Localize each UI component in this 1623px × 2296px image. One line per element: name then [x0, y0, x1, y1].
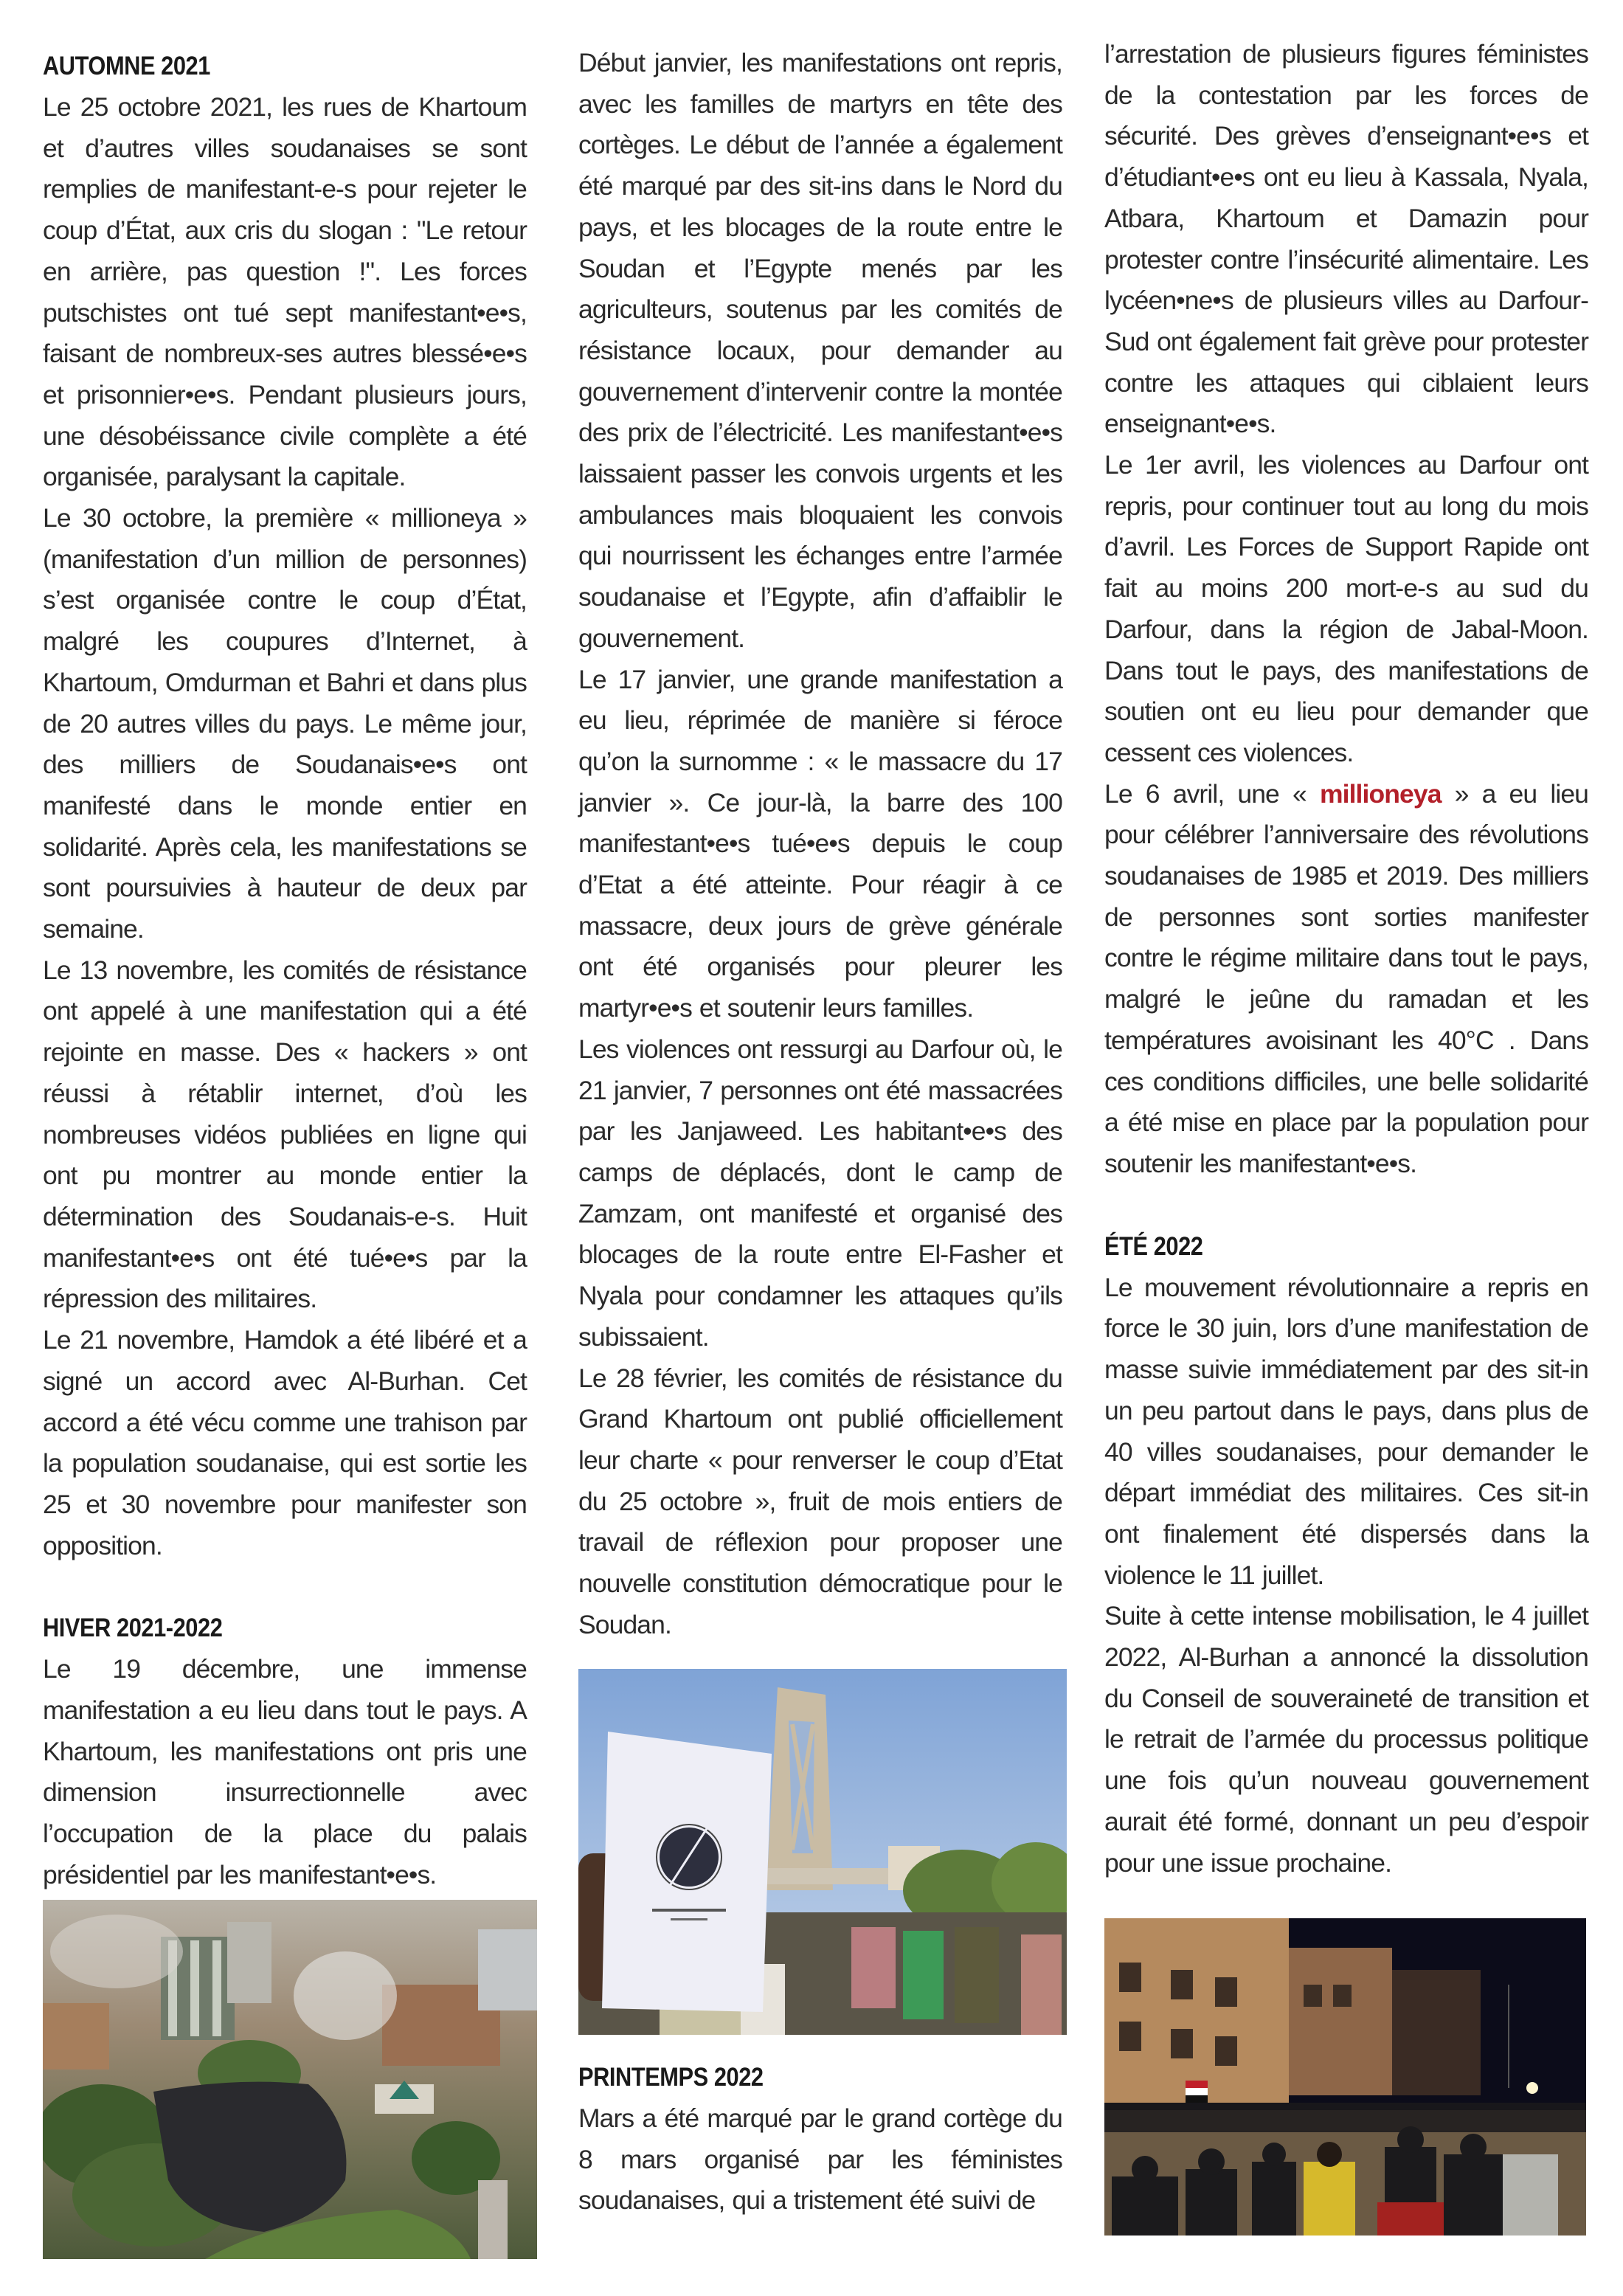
paragraph: Les violences ont ressurgi au Darfour où, le 21 janvier, 7 personnes ont été massacrées par les Janjaweed. Les habitant•e•s des camps de déplacés, dont le camp de Zamzam, ont manifesté et organisé des blocages de la route entre El-Fasher et Nyala pour condamner les attaques qu’ils subissaient.	[578, 1034, 1062, 1352]
paragraph: Le 28 février, les comités de résistance du Grand Khartoum ont publié officiellement leur charte « pour renverser le coup d’Etat du 25 octobre », fruit de mois entiers de travail de réflexion pour proposer une nouvelle constitution démocratique pour le Soudan.	[578, 1363, 1062, 1639]
section-heading-spring-2022: PRINTEMPS 2022	[578, 2063, 764, 2092]
column-2	[578, 43, 1062, 1645]
column-2-bottom	[578, 2057, 1062, 2221]
column-1	[43, 46, 527, 1896]
paragraph: Le mouvement révolutionnaire a repris en force le 30 juin, lors d’une manifestation de masse suivie immédiatement par des sit-in un peu partout dans le pays, dans plus de 40 villes soudanaises, pour demander le départ immédiat des militaires. Ces sit-in ont finalement été dispersés dans la violence le 11 juillet.	[1104, 1272, 1588, 1590]
charter-document-image	[578, 1669, 1067, 2035]
photo-aerial-crowd	[43, 1900, 537, 2259]
paragraph: Le 19 décembre, une immense manifestation a eu lieu dans tout le pays. A Khartoum, les manifestations ont pris une dimension insurrectionnelle avec l’occupation de la place du palais présidentiel par les manifestant•e•s.	[43, 1654, 527, 1889]
section-heading-autumn-2021: AUTOMNE 2021	[43, 52, 210, 80]
paragraph: Mars a été marqué par le grand cortège du 8 mars organisé par les féministes soudanaises, qui a tristement été suivi de	[578, 2103, 1062, 2216]
photo-charter-document	[578, 1669, 1067, 2035]
spacer	[1104, 1185, 1588, 1226]
aerial-crowd-image	[43, 1900, 537, 2259]
column-3	[1104, 34, 1588, 1884]
paragraph: Le 17 janvier, une grande manifestation a eu lieu, réprimée de manière si féroce qu’on la surnomme : « le massacre du 17 janvier ». Ce jour-là, la barre des 100 manifestant•e•s tué•e•s depuis le coup d’Etat a été atteinte. Pour réagir à ce massacre, deux jours de grève générale ont été organisés pour pleurer les martyr•e•s et soutenir leurs familles.	[578, 664, 1062, 1023]
text-span: » a eu lieu pour célébrer l’anniversaire des révolutions soudanaises de 1985 et 2019. Des milliers de personnes sont sorties manifester contre le régime militaire dans tout le pays, malgré le jeûne du ramadan et les températures avoisinant les 40°C . Dans ces conditions difficiles, une belle solidarité a été mise en place par la population pour soutenir les manifestant•e•s.	[1104, 778, 1588, 1178]
highlight-millioneya: millioneya	[1319, 778, 1442, 809]
paragraph: Le 21 novembre, Hamdok a été libéré et a signé un accord avec Al-Burhan. Cet accord a été vécu comme une trahison par la population soudanaise, qui est sortie les 25 et 30 novembre pour manifester son opposition.	[43, 1325, 527, 1560]
paragraph: Début janvier, les manifestations ont repris, avec les familles de martyrs en tête des cortèges. Le début de l’année a également été marqué par des sit-ins dans le Nord du pays, et les blocages de la route entre le Soudan et l’Egypte menés par les agriculteurs, soutenus par les comités de résistance locaux, pour demander au gouvernement d’intervenir contre la montée des prix de l’électricité. Les manifestant•e•s laissaient passer les convois urgents et les ambulances mais bloquaient les convois qui nourrissent les échanges entre l’armée soudanaise et l’Egypte, afin d’affaiblir le gouvernement.	[578, 48, 1062, 653]
section-heading-winter-2021-2022: HIVER 2021-2022	[43, 1614, 223, 1643]
paragraph: Suite à cette intense mobilisation, le 4 juillet 2022, Al-Burhan a annoncé la dissolution du Conseil de souveraineté de transition et le retrait de l’armée du processus politique une fois qu’un nouveau gouvernement aurait été formé, donnant un peu d’espoir pour une issue prochaine.	[1104, 1601, 1588, 1878]
section-heading-summer-2022: ÉTÉ 2022	[1104, 1231, 1203, 1261]
night-protest-image	[1104, 1918, 1586, 2236]
spacer	[43, 1566, 527, 1608]
text-span: Le 6 avril, une «	[1104, 778, 1320, 809]
paragraph: l’arrestation de plusieurs figures féministes de la contestation par les forces de sécurité. Des grèves d’enseignant•e•s et d’étudiant•e•s ont eu lieu à Kassala, Nyala, Atbara, Khartoum et Damazin pour protester contre l’insécurité alimentaire. Les lycéen•ne•s de plusieurs villes au Darfour-Sud ont également fait grève pour protester contre les attaques qui ciblaient leurs enseignant•e•s.	[1104, 39, 1588, 439]
photo-night-protest	[1104, 1918, 1586, 2236]
paragraph: Le 13 novembre, les comités de résistance ont appelé à une manifestation qui a été rejointe en masse. Des « hackers » ont réussi à rétablir internet, d’où les nombreuses vidéos publiées en ligne qui ont pu montrer au monde entier la détermination des Soudanais-e-s. Huit manifestant•e•s ont été tué•e•s par la répression des militaires.	[43, 955, 527, 1314]
paragraph: Le 1er avril, les violences au Darfour ont repris, pour continuer tout au long du mois d’avril. Les Forces de Support Rapide ont fait au moins 200 mort-e-s au sud du Darfour, dans la région de Jabal-Moon. Dans tout le pays, des manifestations de soutien ont eu lieu pour demander que cessent ces violences.	[1104, 450, 1588, 767]
paragraph: Le 25 octobre 2021, les rues de Khartoum et d’autres villes soudanaises se sont remplies de manifestant-e-s pour rejeter le coup d’État, aux cris du slogan : "Le retour en arrière, pas question !". Les forces putschistes ont tué sept manifestant•e•s, faisant de nombreux-ses autres blessé•e•s et prisonnier•e•s. Pendant plusieurs jours, une désobéissance civile complète a été organisée, paralysant la capitale.	[43, 92, 527, 492]
paragraph-april-6	[1104, 774, 1588, 1185]
paragraph: Le 30 octobre, la première « millioneya » (manifestation d’un million de personnes) s’est organisée contre le coup d’État, malgré les coupures d’Internet, à Khartoum, Omdurman et Bahri et dans plus de 20 autres villes du pays. Le même jour, des milliers de Soudanais•e•s ont manifesté dans le monde entier en solidarité. Après cela, les manifestations se sont poursuivies à hauteur de deux par semaine.	[43, 503, 527, 944]
